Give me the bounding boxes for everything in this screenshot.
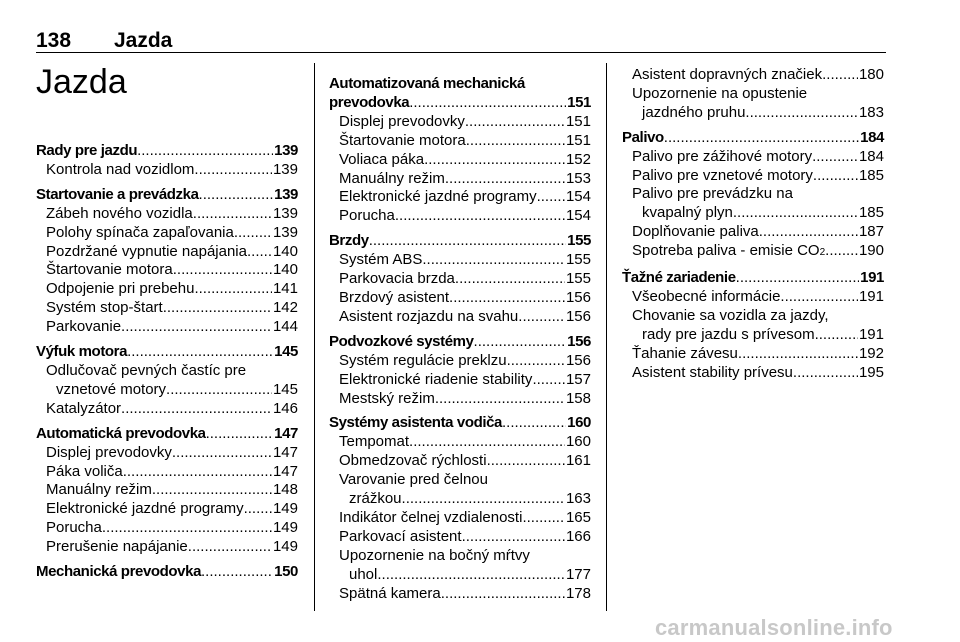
- dot-leader: [137, 142, 273, 161]
- toc-page-number: 190: [858, 242, 884, 260]
- toc-entry-label: Parkovanie: [46, 318, 122, 336]
- toc-entry-label: Elektronické riadenie stability: [339, 370, 533, 388]
- toc-entry-label: Palivo pre vznetové motory: [632, 166, 813, 184]
- dot-leader: [402, 490, 565, 509]
- toc-page-number: 187: [858, 223, 884, 241]
- toc-page-number: 145: [272, 380, 298, 398]
- toc-entry: [329, 352, 591, 371]
- dot-leader: [422, 251, 565, 270]
- toc-entry-label: Brzdový asistent: [339, 288, 450, 306]
- toc-page-number: 147: [274, 424, 298, 442]
- dot-leader: [815, 326, 858, 345]
- toc-entry: [36, 400, 298, 419]
- dot-leader: [193, 205, 272, 224]
- toc-page-number: 147: [272, 462, 298, 480]
- dot-leader: [206, 425, 274, 444]
- toc-entry: [36, 261, 298, 280]
- column-divider-2: [606, 63, 607, 611]
- toc-entry: [36, 299, 298, 318]
- toc-section-heading: [329, 94, 591, 113]
- toc-entry-label: Automatizovaná mechanická: [329, 75, 525, 92]
- toc-entry: [329, 433, 591, 452]
- toc-page-number: 178: [565, 584, 591, 602]
- toc-entry-label: Pozdržané vypnutie napájania: [46, 242, 247, 260]
- toc-page-number: 139: [272, 204, 298, 222]
- toc-entry: [329, 289, 591, 308]
- toc-entry: [622, 204, 884, 223]
- toc-section-heading: [36, 142, 298, 161]
- toc-entry: [36, 519, 298, 538]
- toc-page-number: 156: [565, 288, 591, 306]
- toc-page-number: 150: [274, 563, 298, 581]
- toc-entry-label: uhol: [349, 565, 378, 583]
- toc-page-number: 151: [565, 112, 591, 130]
- toc-entry-label: Palivo pre prevádzku na: [632, 185, 793, 203]
- toc-entry-label: Manuálny režim: [339, 169, 445, 187]
- toc-entry-label: Štartovanie motora: [339, 131, 466, 149]
- dot-leader: [780, 288, 858, 307]
- dot-leader: [409, 433, 565, 452]
- toc-entry-label: Startovanie a prevádzka: [36, 185, 199, 203]
- dot-leader: [234, 224, 272, 243]
- toc-page-number: 155: [565, 251, 591, 269]
- toc-entry-label: Kontrola nad vozidlom: [46, 160, 195, 178]
- toc-entry-label: Parkovací asistent: [339, 527, 462, 545]
- toc-page-number: 154: [565, 188, 591, 206]
- toc-entry-label: Manuálny režim: [46, 481, 152, 499]
- toc-entry-label: Výfuk motora: [36, 343, 128, 361]
- toc-entry-label: Elektronické jazdné programy: [339, 188, 537, 206]
- dot-leader: [522, 509, 565, 528]
- dot-leader: [813, 167, 858, 186]
- toc-entry: [36, 243, 298, 262]
- toc-entry: [36, 161, 298, 180]
- toc-entry-label: Katalyzátor: [46, 399, 122, 417]
- toc-entry-label: Spätná kamera: [339, 584, 441, 602]
- toc-section-heading: [36, 186, 298, 205]
- toc-entry: [36, 463, 298, 482]
- dot-leader: [759, 223, 858, 242]
- toc-entry: [36, 444, 298, 463]
- toc-entry: [622, 148, 884, 167]
- toc-entry-label: Zábeh nového vozidla: [46, 204, 193, 222]
- toc-entry: [329, 509, 591, 528]
- toc-page-number: 140: [272, 242, 298, 260]
- toc-entry-label: Polohy spínača zapaľovania: [46, 223, 234, 241]
- toc-entry-label: Mestský režim: [339, 389, 435, 407]
- co2-subscript: 2: [819, 247, 826, 259]
- toc-entry: [329, 188, 591, 207]
- toc-entry-label: Prerušenie napájanie: [46, 538, 188, 556]
- toc-entry: [329, 113, 591, 132]
- toc-section-heading: [36, 343, 298, 362]
- toc-entry-label: Rady pre jazdu: [36, 142, 138, 159]
- toc-entry-label: Tempomat: [339, 433, 410, 451]
- dot-leader: [409, 94, 566, 113]
- toc-page-number: 177: [565, 565, 591, 583]
- toc-entry: [622, 66, 884, 85]
- dot-leader: [441, 585, 565, 604]
- running-title: Jazda: [114, 29, 173, 52]
- dot-leader: [822, 66, 858, 85]
- dot-leader: [199, 186, 274, 205]
- dot-leader: [173, 261, 272, 280]
- toc-entry: [36, 538, 298, 557]
- toc-entry-label: Štartovanie motora: [46, 261, 173, 279]
- dot-leader: [745, 104, 858, 123]
- toc-page-number: 145: [274, 343, 298, 361]
- dot-leader: [102, 519, 272, 538]
- toc-page-number: 149: [272, 519, 298, 537]
- dot-leader: [166, 381, 272, 400]
- toc-entry: [329, 371, 591, 390]
- toc-entry-label: jazdného pruhu: [642, 103, 746, 121]
- toc-page-number: 160: [567, 414, 591, 432]
- dot-leader: [377, 566, 565, 585]
- dot-leader: [121, 318, 272, 337]
- toc-page-number: 155: [567, 232, 591, 250]
- dot-leader: [163, 299, 272, 318]
- toc-entry: [329, 170, 591, 189]
- toc-page-number: 148: [272, 481, 298, 499]
- toc-entry-label: vznetové motory: [56, 380, 167, 398]
- dot-leader: [244, 500, 272, 519]
- toc-entry: [622, 85, 884, 104]
- toc-section-heading: [329, 232, 591, 251]
- toc-entry-label: Brzdy: [329, 232, 369, 250]
- toc-entry-label: Všeobecné informácie: [632, 287, 781, 305]
- toc-entry-label: Asistent rozjazdu na svahu: [339, 307, 519, 325]
- toc-entry: [622, 185, 884, 204]
- toc-page-number: 191: [858, 287, 884, 305]
- toc-page-number: 156: [565, 307, 591, 325]
- toc-page-number: 185: [858, 166, 884, 184]
- dot-leader: [738, 345, 858, 364]
- toc-entry: [36, 362, 298, 381]
- page-header: [36, 30, 886, 52]
- toc-entry-label: Ťažné zariadenie: [622, 269, 736, 287]
- toc-page-number: 139: [272, 223, 298, 241]
- dot-leader: [812, 148, 858, 167]
- toc-entry: [329, 547, 591, 566]
- toc-page-number: 151: [565, 131, 591, 149]
- toc-page-number: 139: [274, 185, 298, 203]
- toc-entry-label: Chovanie sa vozidla za jazdy,: [632, 306, 829, 324]
- dot-leader: [152, 481, 272, 500]
- toc-entry: [36, 205, 298, 224]
- toc-entry: [329, 490, 591, 509]
- toc-page-number: 149: [272, 500, 298, 518]
- dot-leader: [395, 207, 565, 226]
- watermark: carmanualsonline.info: [655, 615, 893, 640]
- toc-entry: [36, 224, 298, 243]
- toc-page-number: 154: [565, 207, 591, 225]
- toc-section-heading: [329, 414, 591, 433]
- toc-entry-label: Displej prevodovky: [46, 443, 172, 461]
- toc-section-heading: [36, 563, 298, 582]
- toc-entry: [36, 318, 298, 337]
- dot-leader: [188, 538, 272, 557]
- toc-entry-label: Spotreba paliva - emisie CO: [632, 242, 820, 260]
- toc-entry-label: Páka voliča: [46, 462, 123, 480]
- toc-entry: [329, 270, 591, 289]
- dot-leader: [445, 170, 565, 189]
- toc-entry-label: Systém ABS: [339, 251, 423, 269]
- toc-entry-label: prevodovka: [329, 93, 410, 111]
- toc-page-number: 156: [565, 351, 591, 369]
- toc-entry: [329, 207, 591, 226]
- dot-leader: [194, 161, 272, 180]
- toc-entry-label: Palivo: [622, 128, 664, 146]
- dot-leader: [123, 463, 272, 482]
- dot-leader: [733, 204, 858, 223]
- toc-entry-label: Upozornenie na bočný mŕtvy: [339, 546, 530, 564]
- toc-entry: [329, 390, 591, 409]
- toc-page-number: 191: [858, 325, 884, 343]
- toc-entry: [622, 242, 884, 263]
- toc-entry: [36, 481, 298, 500]
- dot-leader: [127, 343, 273, 362]
- dot-leader: [194, 280, 272, 299]
- toc-page-number: 149: [272, 538, 298, 556]
- dot-leader: [172, 444, 272, 463]
- toc-entry-label: Podvozkové systémy: [329, 332, 474, 350]
- toc-page-number: 142: [272, 299, 298, 317]
- toc-entry: [622, 307, 884, 326]
- toc-page-number: 147: [272, 443, 298, 461]
- dot-leader: [664, 129, 859, 148]
- dot-leader: [121, 400, 272, 419]
- toc-page-number: 156: [567, 332, 591, 350]
- toc-entry-label: Parkovacia brzda: [339, 270, 455, 288]
- toc-entry: [36, 500, 298, 519]
- toc-entry: [622, 345, 884, 364]
- toc-page-number: 166: [565, 527, 591, 545]
- dot-leader: [369, 232, 566, 251]
- toc-column-1: [36, 142, 298, 582]
- toc-page-number: 158: [565, 389, 591, 407]
- toc-entry: [36, 381, 298, 400]
- toc-page-number: 161: [565, 452, 591, 470]
- toc-section-heading: [36, 425, 298, 444]
- toc-entry-label: Doplňovanie paliva: [632, 223, 759, 241]
- toc-entry-label: Systémy asistenta vodiča: [329, 414, 502, 432]
- toc-entry: [329, 471, 591, 490]
- dot-leader: [825, 242, 858, 261]
- toc-page-number: 144: [272, 318, 298, 336]
- toc-entry-label: Palivo pre zážihové motory: [632, 147, 813, 165]
- toc-page-number: 140: [272, 261, 298, 279]
- toc-page-number: 180: [858, 66, 884, 83]
- toc-page-number: 165: [565, 508, 591, 526]
- toc-page-number: 183: [858, 103, 884, 121]
- chapter-title: Jazda: [36, 63, 127, 101]
- toc-page-number: 146: [272, 399, 298, 417]
- toc-section-heading: [622, 269, 884, 288]
- dot-leader: [462, 528, 565, 547]
- toc-column-2: [329, 75, 591, 603]
- dot-leader: [455, 270, 565, 289]
- toc-entry-label: Upozornenie na opustenie: [632, 84, 808, 102]
- toc-page-number: 163: [565, 490, 591, 508]
- column-divider-1: [314, 63, 315, 611]
- toc-entry: [329, 585, 591, 604]
- toc-page-number: 185: [858, 204, 884, 222]
- dot-leader: [449, 289, 565, 308]
- dot-leader: [532, 371, 565, 390]
- toc-entry: [329, 308, 591, 327]
- toc-page-number: 155: [565, 270, 591, 288]
- toc-page-number: 195: [858, 363, 884, 381]
- toc-page-number: 192: [858, 344, 884, 362]
- toc-entry-label: Odlučovač pevných častíc pre: [46, 361, 247, 379]
- dot-leader: [201, 563, 273, 582]
- toc-entry-label: zrážkou: [349, 490, 402, 508]
- toc-entry-label: Odpojenie pri prebehu: [46, 280, 195, 298]
- toc-entry: [622, 288, 884, 307]
- toc-entry-label: Asistent dopravných značiek: [632, 66, 823, 83]
- toc-entry: [329, 132, 591, 151]
- toc-entry: [622, 364, 884, 383]
- toc-section-heading: [329, 75, 591, 94]
- toc-entry: [622, 167, 884, 186]
- toc-entry: [36, 280, 298, 299]
- dot-leader: [507, 352, 565, 371]
- page-number: 138: [36, 29, 72, 52]
- toc-entry-label: Asistent stability prívesu: [632, 363, 793, 381]
- toc-entry-label: Elektronické jazdné programy: [46, 500, 244, 518]
- dot-leader: [424, 151, 565, 170]
- dot-leader: [435, 390, 565, 409]
- toc-entry-label: Displej prevodovky: [339, 112, 465, 130]
- dot-leader: [736, 269, 860, 288]
- toc-page-number: 184: [860, 128, 884, 146]
- dot-leader: [466, 132, 565, 151]
- toc-entry-label: Voliaca páka: [339, 150, 425, 168]
- toc-column-3: [622, 66, 884, 383]
- toc-entry-label: kvapalný plyn: [642, 204, 733, 222]
- dot-leader: [793, 364, 858, 383]
- toc-entry-label: Systém stop-štart: [46, 299, 163, 317]
- toc-page-number: 139: [274, 142, 298, 159]
- toc-entry: [329, 528, 591, 547]
- toc-entry-label: Ťahanie závesu: [632, 344, 738, 362]
- toc-entry-label: rady pre jazdu s prívesom: [642, 325, 815, 343]
- toc-entry-label: Porucha: [46, 519, 102, 537]
- toc-entry: [329, 151, 591, 170]
- dot-leader: [518, 308, 565, 327]
- toc-page-number: 191: [860, 269, 884, 287]
- toc-page-number: 157: [565, 370, 591, 388]
- dot-leader: [537, 188, 565, 207]
- dot-leader: [465, 113, 565, 132]
- toc-entry: [622, 223, 884, 242]
- dot-leader: [487, 452, 565, 471]
- toc-entry-label: Automatická prevodovka: [36, 424, 206, 442]
- toc-section-heading: [329, 333, 591, 352]
- toc-section-heading: [622, 129, 884, 148]
- toc-page-number: 184: [858, 147, 884, 165]
- toc-page-number: 160: [565, 433, 591, 451]
- dot-leader: [474, 333, 567, 352]
- toc-page-number: 151: [567, 93, 591, 111]
- toc-entry: [329, 566, 591, 585]
- toc-page-number: 139: [272, 160, 298, 178]
- toc-entry-label: Systém regulácie preklzu: [339, 351, 507, 369]
- toc-page-number: 152: [565, 150, 591, 168]
- toc-entry-label: Varovanie pred čelnou: [339, 471, 488, 489]
- toc-entry: [622, 326, 884, 345]
- toc-page-number: 153: [565, 169, 591, 187]
- toc-entry: [329, 452, 591, 471]
- toc-entry-label: Mechanická prevodovka: [36, 563, 202, 581]
- toc-page-number: 141: [272, 280, 298, 298]
- toc-entry-label: Obmedzovač rýchlosti: [339, 452, 487, 470]
- dot-leader: [247, 243, 272, 262]
- dot-leader: [502, 414, 566, 433]
- toc-entry: [329, 251, 591, 270]
- toc-entry-label: Porucha: [339, 207, 395, 225]
- toc-entry-label: Indikátor čelnej vzdialenosti: [339, 508, 523, 526]
- toc-entry: [622, 104, 884, 123]
- header-rule: [36, 52, 886, 53]
